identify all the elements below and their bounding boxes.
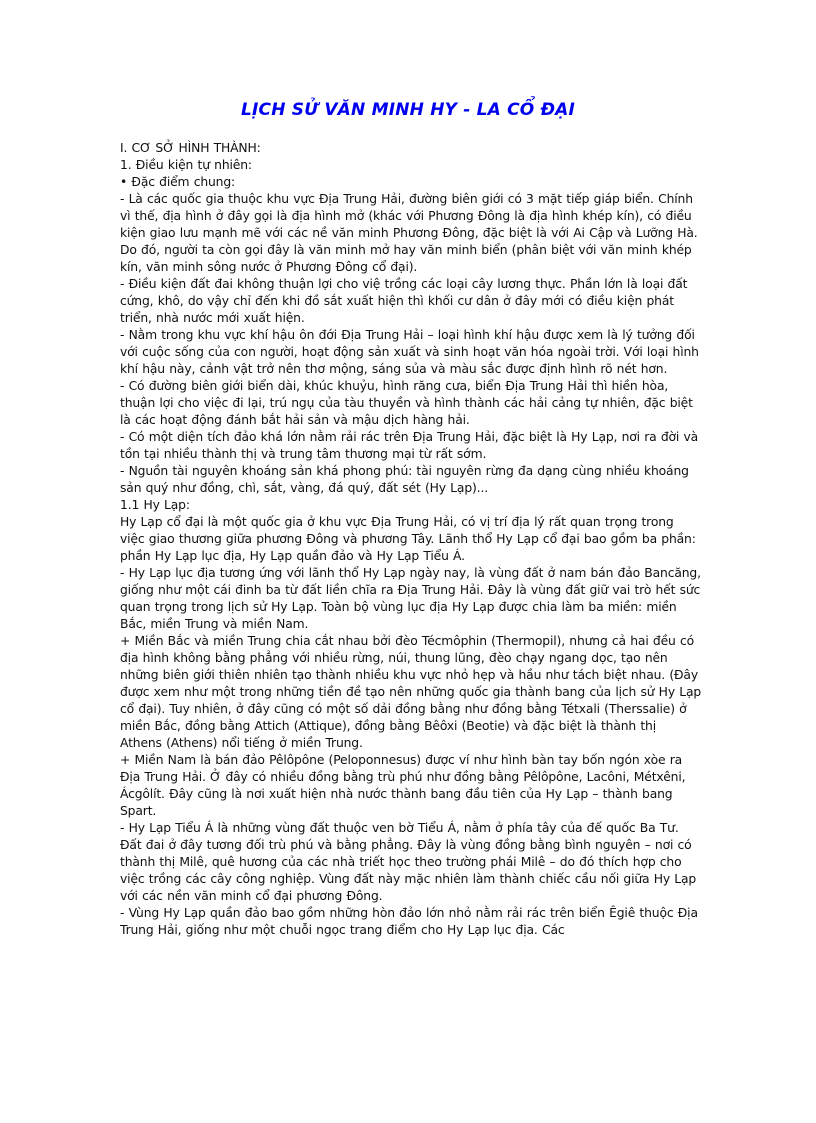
subsection-heading: 1.1 Hy Lạp:: [120, 498, 190, 512]
document-body: [120, 140, 702, 939]
paragraph: - Nằm trong khu vực khí hậu ôn đới Địa Trung Hải – loại hình khí hậu được xem là lý tưởng đối với cuộc sống của con người, hoạt động sản xuất và sinh hoạt văn hóa ngoài trời. Với loại hình khí hậu này, cảnh vật trở nên thơ mộng, sáng sủa và màu sắc được định hình rõ nét hơn.: [120, 328, 699, 376]
paragraph: Hy Lạp cổ đại là một quốc gia ở khu vực Địa Trung Hải, có vị trí địa lý rất quan trọng trong việc giao thương giữa phương Đông và phương Tây. Lãnh thổ Hy Lạp cổ đại bao gồm ba phần: phần Hy Lạp lục địa, Hy Lạp quần đảo và Hy Lạp Tiểu Á.: [120, 515, 696, 563]
document-title: LỊCH SỬ VĂN MINH HY - LA CỔ ĐẠI: [240, 100, 576, 120]
section-heading: I. CƠ SỞ HÌNH THÀNH:: [120, 141, 261, 155]
paragraph: + Miền Nam là bán đảo Pêlôpône (Peloponnesus) được ví như hình bàn tay bốn ngón xòe ra Địa Trung Hải. Ở đây có nhiều đồng bằng trù phú như đồng bằng Pêlôpône, Lacôni, Métxêni, Ácgôlít. Đây cũng là nơi xuất hiện nhà nước thành bang đầu tiên của Hy Lạp – thành bang Spart.: [120, 753, 686, 818]
paragraph: - Điều kiện đất đai không thuận lợi cho việ trồng các loại cây lương thực. Phần lớn là loại đất cứng, khô, do vậy chỉ đến khi đồ sắt xuất hiện thì khối cư dân ở đây mới có điều kiện phát triển, nhà nước mới xuất hiện.: [120, 277, 688, 325]
bullet-heading: • Đặc điểm chung:: [120, 175, 236, 189]
paragraph: + Miền Bắc và miền Trung chia cắt nhau bởi đèo Técmôphin (Thermopil), nhưng cả hai đều có địa hình không bằng phẳng với nhiều rừng, núi, thung lũng, đèo chạy ngang dọc, tạo nên những biên giới thiên nhiên tạo thành nhiều khu vực nhỏ hẹp và hầu như tách biệt nhau. (Đây được xem như một trong những tiền đề tạo nên những quốc gia thành bang của lịch sử Hy Lạp cổ đại). Tuy nhiên, ở đây cũng có một số dải đồng bằng như đồng bằng Tétxali (Therssalie) ở miền Bắc, đồng bằng Attich (Attique), đồng bằng Bêôxi (Beotie) và đặc biệt là thành thị Athens (Athens) nổi tiếng ở miền Trung.: [120, 634, 702, 750]
subsection-heading: 1. Điều kiện tự nhiên:: [120, 158, 252, 172]
paragraph: - Vùng Hy Lạp quần đảo bao gồm những hòn đảo lớn nhỏ nằm rải rác trên biển Êgiê thuộc Địa Trung Hải, giống như một chuỗi ngọc trang điểm cho Hy Lạp lục địa. Các: [120, 906, 698, 937]
paragraph: - Có một diện tích đảo khá lớn nằm rải rác trên Địa Trung Hải, đặc biệt là Hy Lạp, nơi ra đời và tồn tại nhiều thành thị và trung tâm thương mại từ rất sớm.: [120, 430, 699, 461]
paragraph: - Nguồn tài nguyên khoáng sản khá phong phú: tài nguyên rừng đa dạng cùng nhiều khoáng sản quý như đồng, chì, sắt, vàng, đá quý, đất sét (Hy Lạp)...: [120, 464, 689, 495]
paragraph: - Có đường biên giới biển dài, khúc khuỷu, hình răng cưa, biển Địa Trung Hải thì hiền hòa, thuận lợi cho việc đi lại, trú ngụ của tàu thuyền và hình thành các hải cảng tự nhiên, đặc biệt là các hoạt động đánh bắt hải sản và mậu dịch hàng hải.: [120, 379, 693, 427]
paragraph: - Hy Lạp lục địa tương ứng với lãnh thổ Hy Lạp ngày nay, là vùng đất ở nam bán đảo Bancăng, giống như một cái đinh ba từ đất liền chĩa ra Địa Trung Hải. Đây là vùng đất giữ vai trò hết sức quan trọng trong lịch sử Hy Lạp. Toàn bộ vùng lục địa Hy Lạp được chia làm ba miền: miền Bắc, miền Trung và miền Nam.: [120, 566, 701, 631]
paragraph: - Là các quốc gia thuộc khu vực Địa Trung Hải, đường biên giới có 3 mặt tiếp giáp biển. Chính vì thế, địa hình ở đây gọi là địa hình mở (khác với Phương Đông là địa hình khép kín), có điều kiện giao lưu mạnh mẽ với các nề văn minh Phương Đông, đặc biệt là với Ai Cập và Lưỡng Hà. Do đó, người ta còn gọi đây là văn minh mở hay văn minh biển (phân biệt với văn minh khép kín, văn minh sông nước ở Phương Đông cổ đại).: [120, 192, 698, 274]
paragraph: - Hy Lạp Tiểu Á là những vùng đất thuộc ven bờ Tiểu Á, nằm ở phía tây của đế quốc Ba Tư. Đất đai ở đây tương đối trù phú và bằng phẳng. Đây là vùng đồng bằng bình nguyên – nơi có thành thị Milê, quê hương của các nhà triết học theo trường phái Milê – do đó thích hợp cho việc trồng các cây công nghiệp. Vùng đất này mặc nhiên làm thành chiếc cầu nối giữa Hy Lạp với các nền văn minh cổ đại phương Đông.: [120, 821, 697, 903]
